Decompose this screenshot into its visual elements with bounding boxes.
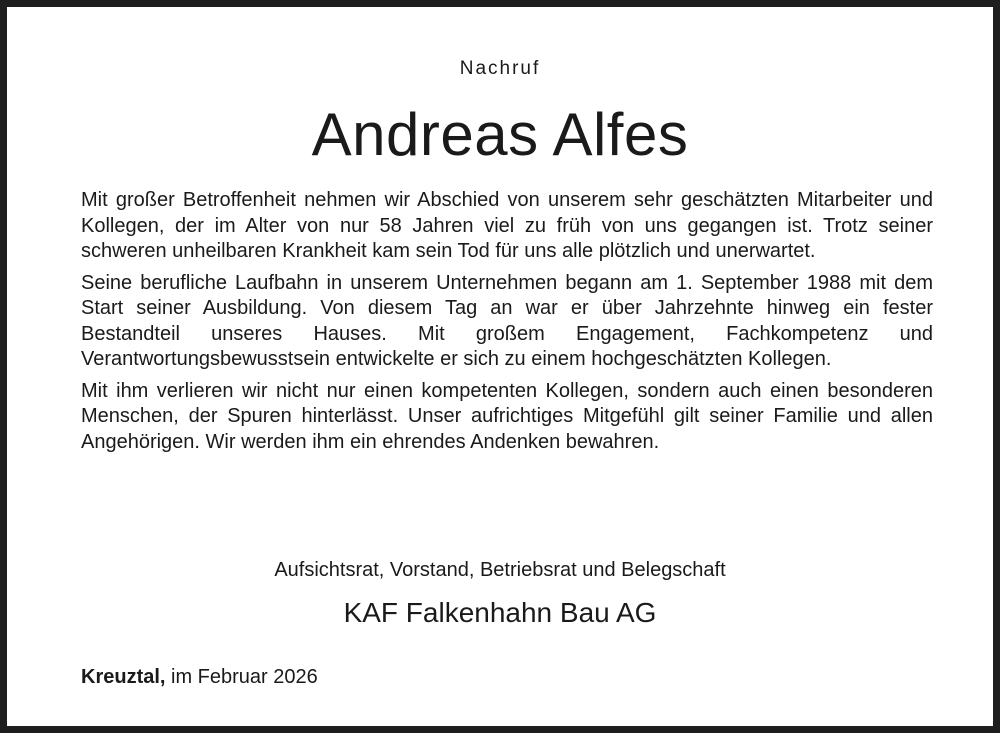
notice-body (81, 188, 933, 461)
signers-line: Aufsichtsrat, Vorstand, Betriebsrat und Belegschaft (274, 559, 726, 581)
deceased-name: Andreas Alfes (311, 101, 689, 168)
company-name: KAF Falkenhahn Bau AG (343, 597, 657, 628)
place-city: Kreuztal, (81, 666, 166, 688)
notice-kicker: Nachruf (459, 58, 541, 79)
body-paragraph: Seine berufliche Laufbahn in unserem Unternehmen begann am 1. September 1988 mit dem Start seiner Ausbildung. Von diesem Tag an war er über Jahrzehnte hinweg ein fester Bestandteil unseres Hauses. Mit großem Engagement, Fachkompetenz und Verantwortungsbewusstsein entwickelte er sich zu einem hochgeschätzten Kollegen. (81, 271, 933, 370)
place-date-line (81, 666, 318, 689)
body-paragraph: Mit großer Betroffenheit nehmen wir Abschied von unserem sehr geschätzten Mitarbeiter und Kollegen, der im Alter von nur 58 Jahren viel zu früh von uns gegangen ist. Trotz seiner schweren unheilbaren Krankheit kam sein Tod für uns alle plötzlich und unerwartet. (81, 189, 933, 262)
body-paragraph: Mit ihm verlieren wir nicht nur einen kompetenten Kollegen, sondern auch einen besonderen Menschen, der Spuren hinterlässt. Unser aufrichtiges Mitgefühl gilt seiner Familie und allen Angehörigen. Wir werden ihm ein ehrendes Andenken bewahren. (81, 379, 933, 453)
place-date: im Februar 2026 (165, 666, 318, 688)
